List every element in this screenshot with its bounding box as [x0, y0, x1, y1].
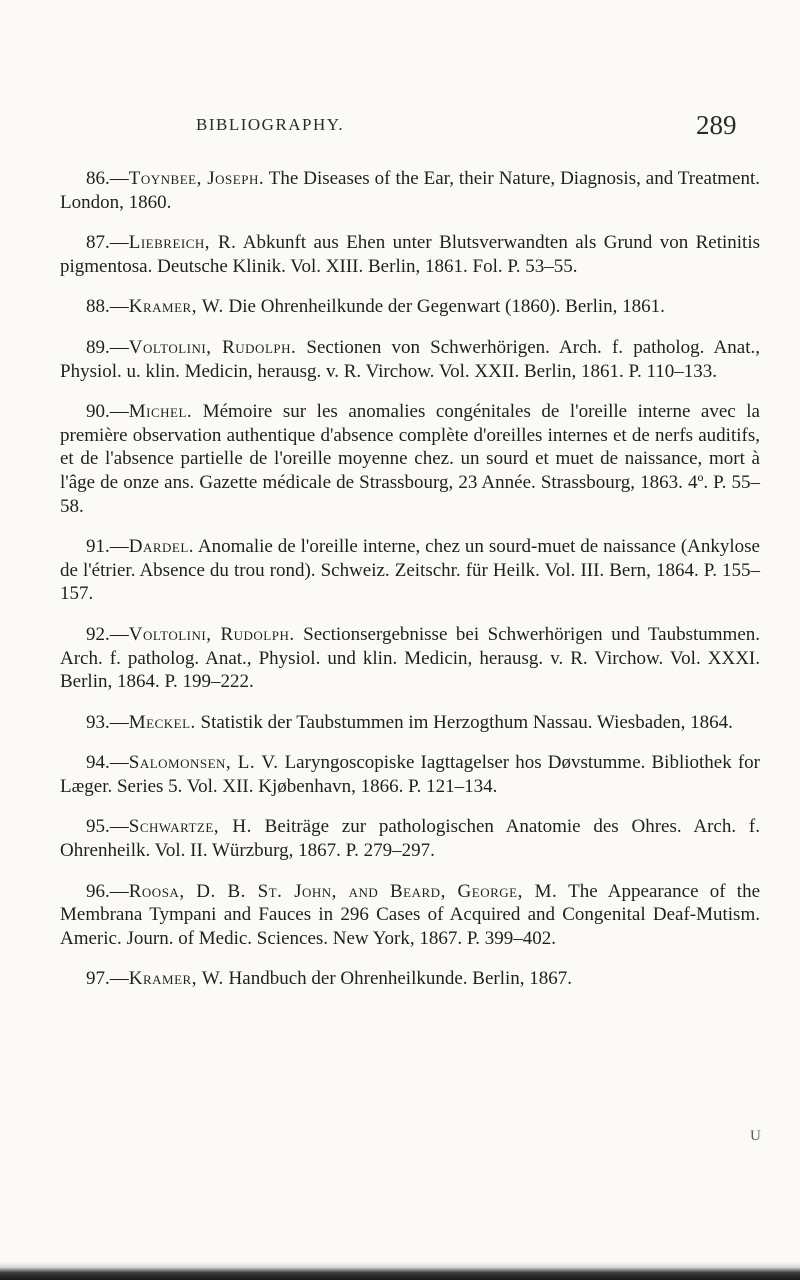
bibliography-entry	[60, 967, 760, 991]
entry-number: 94.—	[86, 752, 129, 774]
entry-number: 87.—	[86, 232, 129, 254]
entry-author: Toynbee, Joseph.	[128, 168, 265, 189]
page-number: 289	[696, 110, 737, 140]
entry-author: Roosa, D. B. St. John, and Beard, George, M.	[128, 880, 558, 902]
entry-citation: Sectionsergebnisse bei Schwerhörigen und Taubstummen. Arch. f. patholog. Anat., Physiol. und klin. Medicin, herausg. v. R. Virchow. Vol. XXXI. Berlin, 1864. P. 199–222.	[60, 623, 761, 693]
entry-number: 88.—	[86, 296, 129, 318]
entry-citation: Sectionen von Schwerhörigen. Arch. f. patholog. Anat., Physiol. u. klin. Medicin, herausg. v. R. Virchow. Vol. XXII. Berlin, 1861. P. 110–133.	[60, 336, 760, 382]
entry-number: 96.—	[86, 880, 129, 902]
bibliography-entry	[60, 167, 760, 214]
entry-number: 95.—	[86, 816, 129, 838]
bibliography-entry	[60, 623, 760, 694]
entry-author: Michel.	[128, 401, 193, 423]
entry-author: Salomonsen, L. V.	[128, 752, 279, 774]
entry-author: Schwartze, H.	[128, 816, 252, 838]
entry-number: 90.—	[86, 401, 129, 423]
entry-number: 92.—	[86, 623, 129, 645]
entry-citation: Beiträge zur pathologischen Anatomie des Ohres. Arch. f. Ohrenheilk. Vol. II. Würzburg, 1867. P. 279–297.	[60, 816, 760, 862]
entry-author: Liebreich, R.	[128, 232, 237, 254]
entry-citation: Laryngoscopiske Iagttagelser hos Døvstumme. Bibliothek for Læger. Series 5. Vol. XII. Kjøbenhavn, 1866. P. 121–134.	[60, 752, 760, 797]
signature-mark: U	[750, 1128, 761, 1144]
bibliography-entry	[60, 231, 760, 278]
bibliography-entry	[60, 336, 760, 383]
bibliography-entry	[60, 535, 760, 606]
bibliography-list	[60, 167, 760, 1008]
entry-citation: Die Ohrenheilkunde der Gegenwart (1860). Berlin, 1861.	[223, 296, 665, 318]
bibliography-entry	[60, 295, 760, 319]
entry-number: 93.—	[86, 711, 129, 733]
entry-number: 89.—	[86, 336, 129, 358]
bibliography-entry	[60, 751, 760, 798]
entry-citation: The Diseases of the Ear, their Nature, Diagnosis, and Treatment. London, 1860.	[60, 168, 760, 213]
entry-author: Voltolini, Rudolph.	[128, 336, 297, 358]
entry-citation: The Appearance of the Membrana Tympani and Fauces in 296 Cases of Acquired and Congenital Deaf-Mutism. Americ. Journ. of Medic. Sciences. New York, 1867. P. 399–402.	[60, 880, 760, 949]
entry-number: 86.—	[86, 168, 129, 189]
entry-citation: Anomalie de l'oreille interne, chez un sourd-muet de naissance (Ankylose de l'étrier. Absence du trou rond). Schweiz. Zeitschr. für Heilk. Vol. III. Bern, 1864. P. 155–157.	[60, 536, 760, 605]
entry-author: Dardel.	[128, 536, 195, 558]
entry-author: Kramer, W.	[128, 296, 224, 318]
scan-bottom-edge	[0, 1268, 800, 1280]
entry-number: 97.—	[86, 968, 129, 990]
entry-citation: Handbuch der Ohrenheilkunde. Berlin, 1867.	[223, 968, 573, 990]
bibliography-entry	[60, 880, 760, 951]
running-head	[0, 110, 800, 150]
entry-number: 91.—	[86, 536, 129, 558]
entry-author: Voltolini, Rudolph.	[128, 623, 295, 645]
entry-citation: Statistik der Taubstummen im Herzogthum Nassau. Wiesbaden, 1864.	[195, 711, 733, 733]
bibliography-entry	[60, 711, 760, 735]
entry-author: Meckel.	[128, 711, 196, 733]
bibliography-entry	[60, 400, 760, 518]
entry-citation: Abkunft aus Ehen unter Blutsverwandten als Grund von Retinitis pigmentosa. Deutsche Klinik. Vol. XIII. Berlin, 1861. Fol. P. 53–55.	[60, 232, 760, 277]
entry-citation: Mémoire sur les anomalies congénitales de l'oreille interne avec la première observation authentique d'absence complète d'oreilles internes et de nerfs auditifs, et de l'absence partielle de l'oreille moyenne chez. un sourd et muet de naissance, mort à l'âge de onze ans. Gazette médicale de Strassbourg, 23 Année. Strassbourg, 1863. 4º. P. 55–58.	[60, 401, 760, 517]
entry-author: Kramer, W.	[128, 968, 224, 990]
bibliography-entry	[60, 815, 760, 862]
running-title: BIBLIOGRAPHY.	[196, 115, 345, 134]
